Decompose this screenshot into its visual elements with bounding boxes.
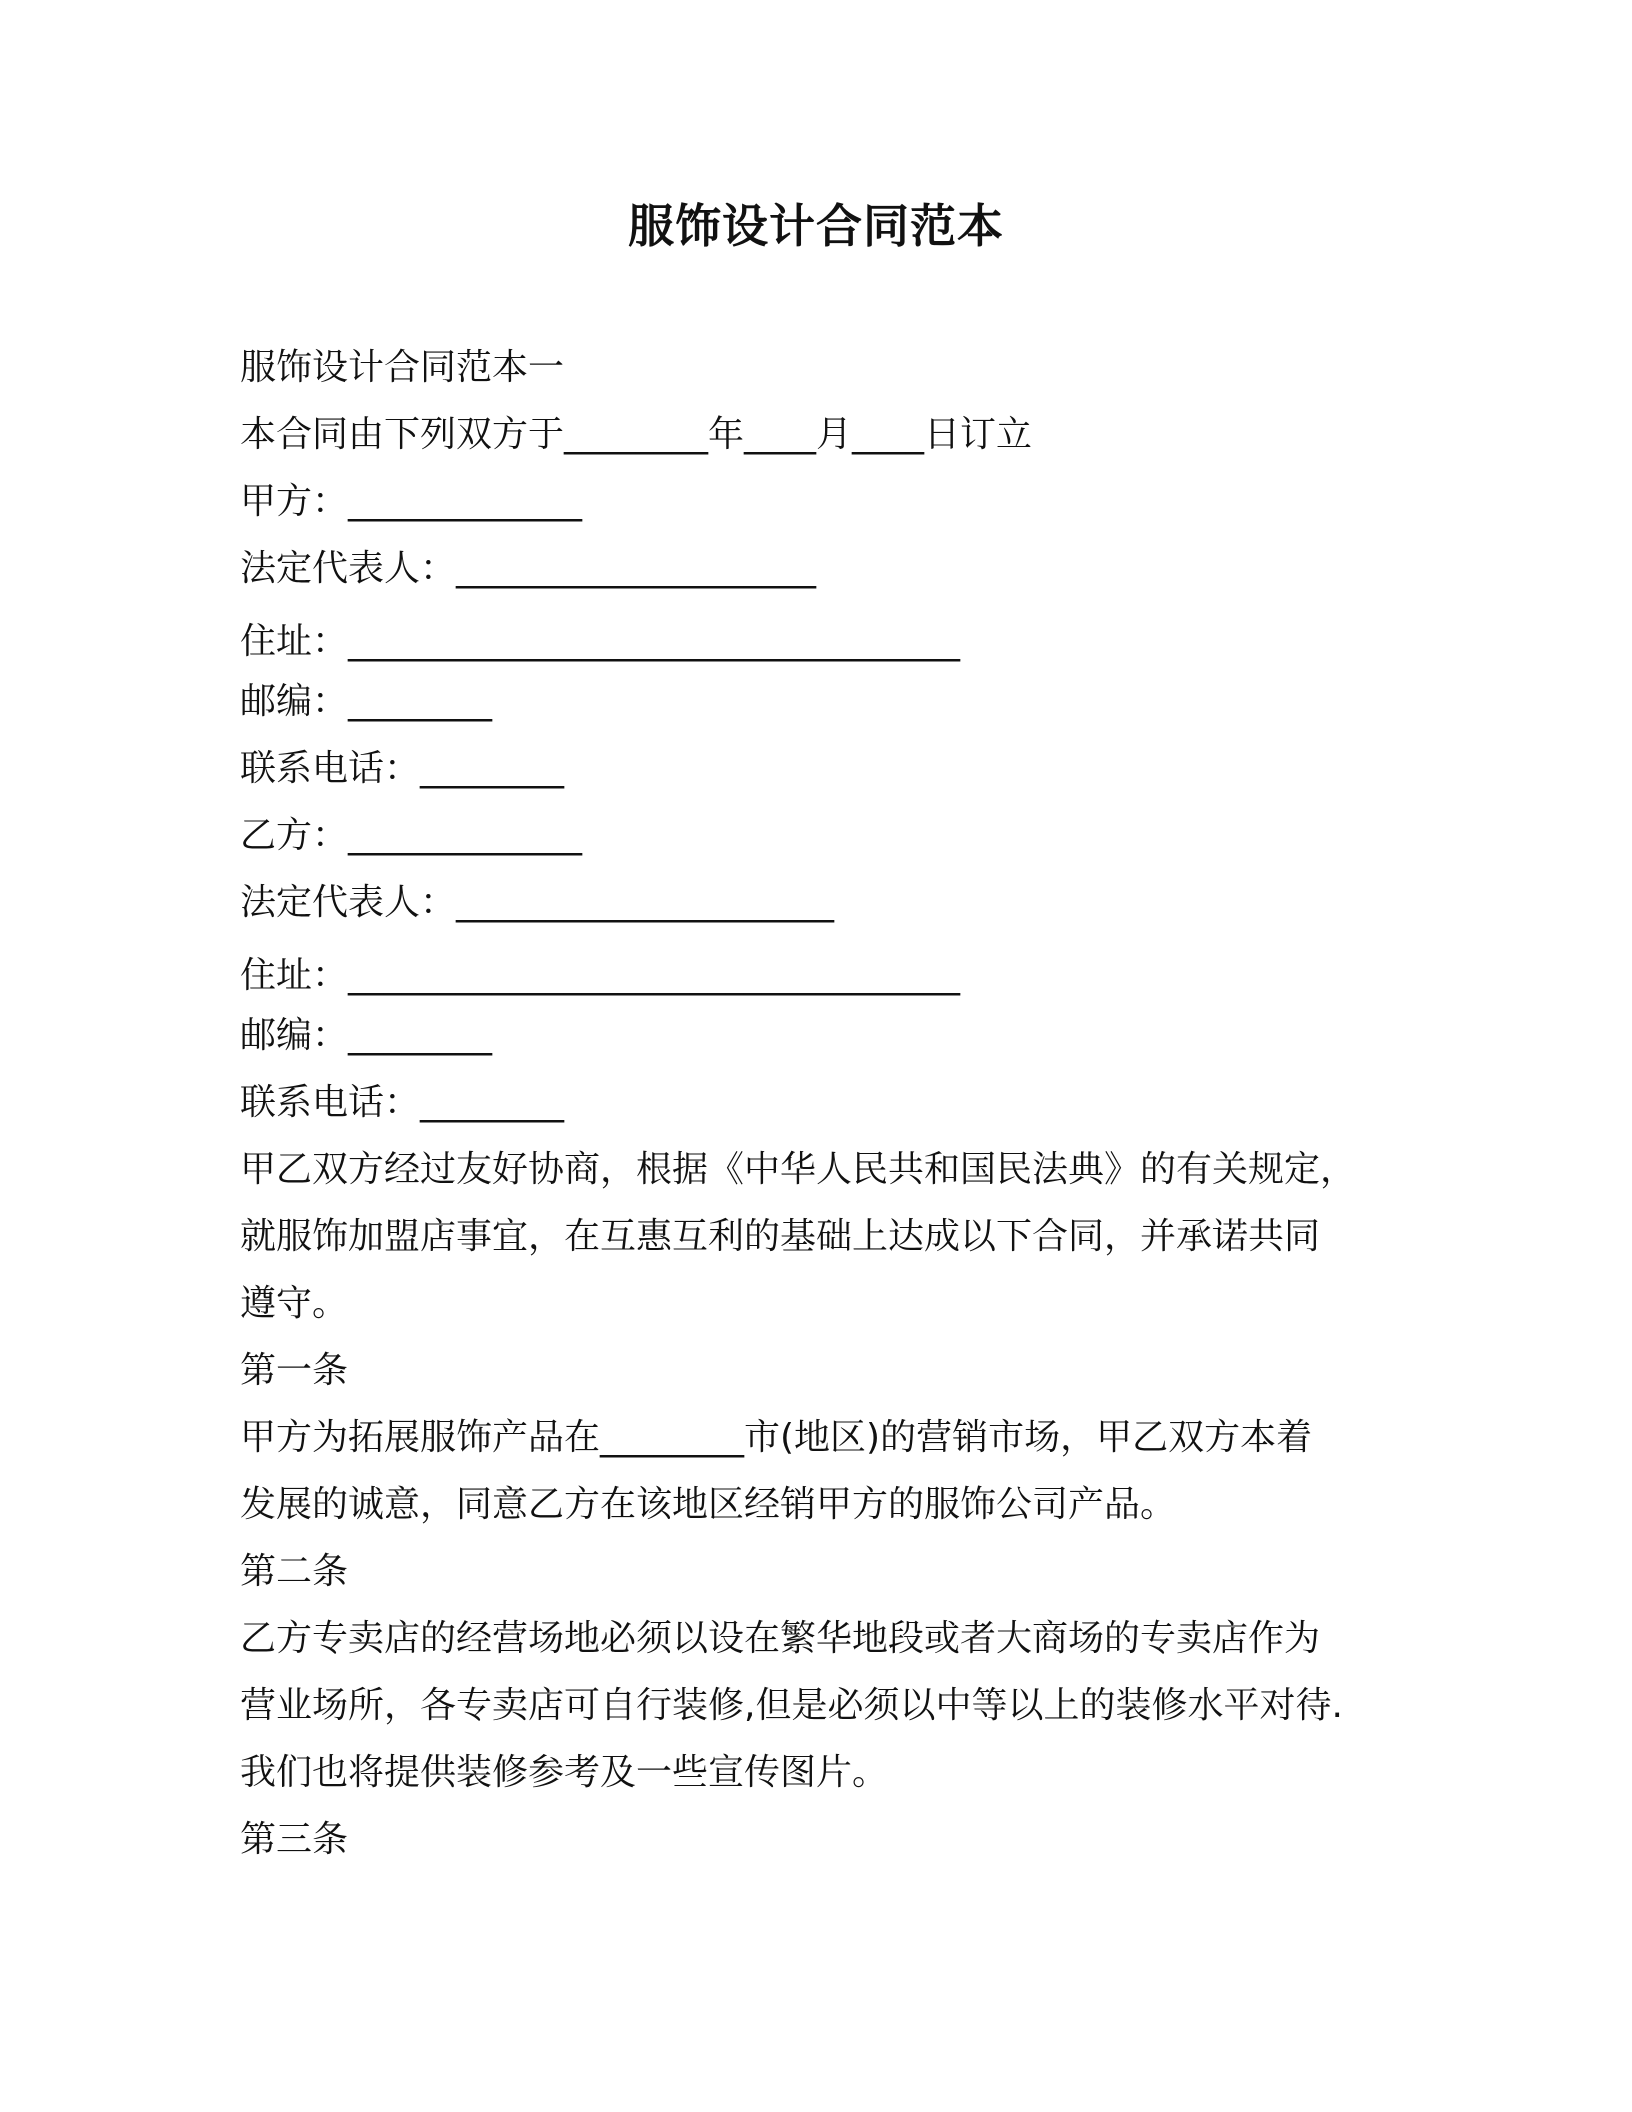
date-line: 本合同由下列双方于________年____月____日订立 [240, 414, 1033, 455]
preamble-line: 遵守。 [240, 1283, 349, 1324]
party-b-name-line: 乙方：_____________ [240, 815, 583, 856]
document-subtitle: 服饰设计合同范本一 [240, 347, 565, 388]
clause-2-line: 营业场所，各专卖店可自行装修,但是必须以中等以上的装修水平对待. [240, 1685, 1343, 1726]
party-b-representative-line: 法定代表人：_____________________ [240, 882, 835, 923]
preamble-line: 甲乙双方经过友好协商，根据《中华人民共和国民法典》的有关规定， [240, 1149, 1357, 1190]
clause-1-title: 第一条 [240, 1350, 349, 1391]
clause-1-line: 甲方为拓展服饰产品在________市(地区)的营销市场，甲乙双方本着 [240, 1417, 1313, 1458]
party-a-address-line: 住址：__________________________________ [240, 621, 961, 662]
party-b-address-line: 住址：__________________________________ [240, 955, 961, 996]
clause-2-title: 第二条 [240, 1551, 349, 1592]
preamble-line: 就服饰加盟店事宜，在互惠互利的基础上达成以下合同，并承诺共同 [240, 1216, 1321, 1257]
party-b-postcode-line: 邮编：________ [240, 1015, 493, 1056]
party-b-phone-line: 联系电话：________ [240, 1082, 565, 1123]
party-a-postcode-line: 邮编：________ [240, 681, 493, 722]
party-a-phone-line: 联系电话：________ [240, 748, 565, 789]
party-a-representative-line: 法定代表人：____________________ [240, 548, 817, 589]
clause-2-line: 乙方专卖店的经营场地必须以设在繁华地段或者大商场的专卖店作为 [240, 1618, 1321, 1659]
clause-3-title: 第三条 [240, 1819, 349, 1860]
party-a-name-line: 甲方：_____________ [240, 481, 583, 522]
document-title: 服饰设计合同范本 [628, 199, 1004, 253]
clause-1-line: 发展的诚意，同意乙方在该地区经销甲方的服饰公司产品。 [240, 1484, 1177, 1525]
clause-2-line: 我们也将提供装修参考及一些宣传图片。 [240, 1752, 889, 1793]
